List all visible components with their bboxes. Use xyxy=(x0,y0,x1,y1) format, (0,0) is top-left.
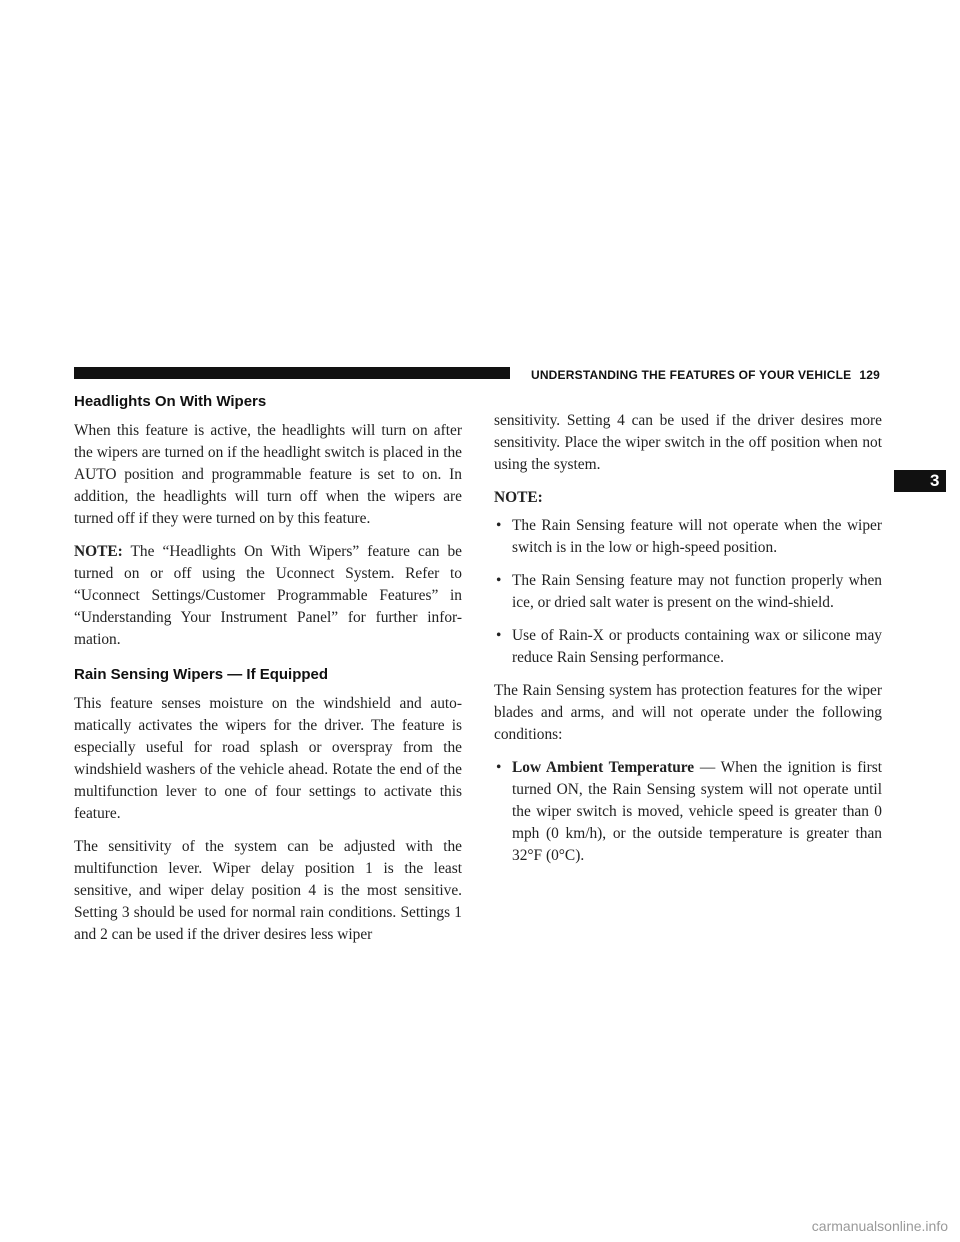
list-item: • The Rain Sensing feature will not operate when the wiper switch is in the low or high-speed position. xyxy=(496,517,882,556)
right-column xyxy=(494,410,882,878)
page-number: 129 xyxy=(859,368,880,382)
list-item: • The Rain Sensing feature may not function properly when ice, or dried salt water is present on the wind-shield. xyxy=(496,572,882,611)
note-label-right: NOTE: xyxy=(494,489,543,506)
list-item: • Use of Rain-X or products containing wax or silicone may reduce Rain Sensing performance. xyxy=(496,627,882,666)
paragraph-rain-sensing-intro: This feature senses moisture on the windshield and auto-matically activates the wipers for the driver. The feature is especially useful for road splash or overspray from the windshield washers of the vehicle ahead. Rotate the end of the multifunction lever to one of four settings to activate this feature. xyxy=(74,695,462,822)
bullet-dot: • xyxy=(496,572,502,589)
header-rule-bar xyxy=(74,367,510,379)
note-bullet-list xyxy=(494,515,882,669)
condition-list xyxy=(494,757,882,867)
note-headlights xyxy=(74,541,462,651)
watermark: carmanualsonline.info xyxy=(811,1218,948,1234)
heading-rain-sensing-wipers: Rain Sensing Wipers — If Equipped xyxy=(74,666,329,683)
bullet-dot: • xyxy=(496,759,502,776)
condition-text: — When the ignition is first turned ON, the Rain Sensing system will not operate until the wiper switch is moved, vehicle speed is greater than 0 mph (0 km/h), or the outside temperature is greater than 32°F (0°C). xyxy=(512,759,882,864)
note-label: NOTE: xyxy=(74,543,123,560)
running-header xyxy=(518,368,880,382)
bullet-dot: • xyxy=(496,627,502,644)
bullet-dot: • xyxy=(496,517,502,534)
list-item xyxy=(494,757,882,867)
paragraph-sensitivity-continued: sensitivity. Setting 4 can be used if the driver desires more sensitivity. Place the wiper switch in the off position when not using the system. xyxy=(494,412,882,473)
section-title: UNDERSTANDING THE FEATURES OF YOUR VEHICLE xyxy=(530,368,852,382)
heading-headlights-on-with-wipers: Headlights On With Wipers xyxy=(74,393,267,410)
paragraph-protection-features: The Rain Sensing system has protection features for the wiper blades and arms, and will not operate under the following conditions: xyxy=(494,682,882,743)
condition-term: Low Ambient Temperature xyxy=(512,759,695,776)
paragraph-headlights: When this feature is active, the headlights will turn on after the wipers are turned on if the headlight switch is placed in the AUTO position and programmable feature is set to on. In addition, the headlights will turn off when the wipers are turned off if they were turned on by this feature. xyxy=(74,422,462,527)
chapter-tab: 3 xyxy=(894,470,946,492)
paragraph-sensitivity: The sensitivity of the system can be adjusted with the multifunction lever. Wiper delay position 1 is the least sensitive, and wiper delay position 4 is the most sensitive. Setting 3 should be used for normal rain conditions. Settings 1 and 2 can be used if the driver desires less wiper xyxy=(74,838,462,943)
left-column xyxy=(74,392,462,957)
note-text: The “Headlights On With Wipers” feature can be turned on or off using the Uconnect System. Refer to “Uconnect Settings/Customer Programmable Features” in “Understanding Your Instrument Panel” for further infor-mation. xyxy=(74,543,462,648)
